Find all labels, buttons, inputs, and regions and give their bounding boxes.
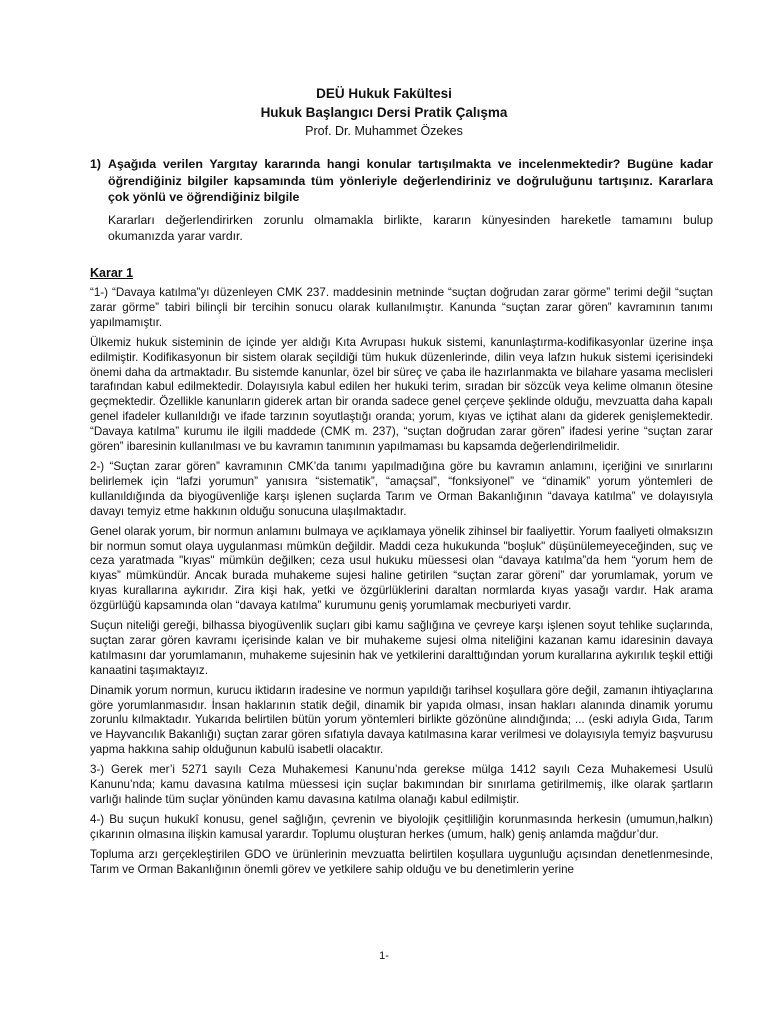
institution-title: DEÜ Hukuk Fakültesi [316,86,452,101]
course-title: Hukuk Başlangıcı Dersi Pratik Çalışma [260,105,508,120]
question-number: 1) [90,157,102,171]
decision-paragraph: Topluma arzı gerçekleştirilen GDO ve ürünlerinin mevzuatta belirtilen koşullara uygunluğu açısından denetlenmesinde, Tarım ve Orman Bakanlığının önemli görev ve yetkilere sahip olduğu ve bu denetimlerin yerine [90,847,713,876]
question-block [90,156,713,245]
decision-body [90,286,713,883]
question-text-block [90,156,713,206]
decision-paragraph: Suçun niteliği gereği, bilhassa biyogüvenlik suçları gibi kamu sağlığına ve çevreye karşı işlenen soyut tehlike suçlarında, suçtan zarar gören kavramı içerisinde kalan ve bir muhakeme sujesi olma niteliğini kazanan kamu idaresinin davaya katılmasını dar yorumlamanın, muhakeme sujesinin hak ve yetkilerini daralttığından yorum kurallarına aykırılık teşkil ettiği kanaatini taşımaktayız. [90,619,713,677]
decision-paragraph: 3-) Gerek mer’i 5271 sayılı Ceza Muhakemesi Kanunu’nda gerekse mülga 1412 sayılı Ceza Muhakemesi Usulü Kanunu’nda; kamu davasına katılma müessesi için suçlar bakımından bir sınırlama getirilmemiş, ilke olarak şartların varlığı halinde tüm suçlar yönünden kamu davasına katılma olanağı kabul edilmiştir. [90,763,713,806]
decision-paragraph: 4-) Bu suçun hukukî konusu, genel sağlığın, çevrenin ve biyolojik çeşitliliğin korunmasında herkesin (umumun,halkın) çıkarının olmasına ilişkin kamusal yarardır. Toplumu oluşturan herkes (umum, halk) geniş anlamda mağdur’dur. [90,812,713,841]
document-header [0,84,768,140]
decision-paragraph: Ülkemiz hukuk sisteminin de içinde yer aldığı Kıta Avrupası hukuk sistemi, kanunlaştırma-kodifikasyonlar üzerine inşa edilmiştir. Kodifikasyonun bir sistem olarak seçildiği tüm hukuk düzenlerinde, dilin veya lafzın hukuk sistemi içerisindeki önemi daha da artmaktadır. Bu sistemde kanunlar, özel bir süreç ve çaba ile hazırlanmakta ve bilahare yasama meclisleri tarafından kabul edilmektedir. Dolayısıyla kabul edilen her hukuki terim, sıradan bir sözcük veya kelime olmanın ötesine geçmektedir. Özellikle kanunların giderek artan bir oranda sadece genel çerçeve şeklinde olduğu, mevzuatta daha kapalı genel ifadeler kullanıldığı ve ifade tarzının soyutlaştığı oranda; yorum, kıyas ve içtihat alanı da giderek genişlemektedir. “Davaya katılma” kurumu ile ilgili maddede (CMK m. 237), “suçtan doğrudan zarar gören” ifadesi yerine “suçtan zarar gören” ibaresinin kullanılması ve bu kavramın tanımının yapılmaması bu kapsamda değerlendirilmelidir. [90,335,713,454]
decision-paragraph: “1-) “Davaya katılma”yı düzenleyen CMK 237. maddesinin metninde “suçtan doğrudan zarar görme” terimi değil “suçtan zarar görme” tabiri bilinçli bir tercihin sonucu olarak kullanılmıştır. Kanunda “suçtan zarar gören” kavramının tanımı yapılmamıştır. [90,286,713,329]
decision-paragraph: Genel olarak yorum, bir normun anlamını bulmaya ve açıklamaya yönelik zihinsel bir faaliyettir. Yorum faaliyeti olmaksızın bir normun somut olaya uygulanması mümkün değildir. Maddi ceza hukukunda "boşluk" düşünülemeyeceğinden, suç ve ceza yaratmada "kıyas" mümkün değilken; ceza usul hukuku müessesi olan “davaya katılma”da hem “yorum hem de kıyas” mümkündür. Ancak burada muhakeme sujesi haline getirilen “suçtan zarar göreni” dar yorumlamak, yorum ve kıyas kurallarına aykırıdır. Zira kişi hak, yetki ve özgürlüklerini daraltan normlarda kıyas yasağı vardır. Hak arama özgürlüğü kapsamında olan “davaya katılma” kurumunu geniş yorumlamak mecburiyeti vardır. [90,524,713,613]
page-number: 1- [379,950,389,962]
decision-title: Karar 1 [90,266,134,280]
author-name: Prof. Dr. Muhammet Özekes [305,124,463,138]
decision-paragraph: Dinamik yorum normun, kurucu iktidarın iradesine ve normun yapıldığı tarihsel koşullara göre değil, zamanın ihtiyaçlarına göre yorumlanmasıdır. İnsan haklarının statik değil, dinamik bir yapıda olması, insan hakları alanında dinamik yorumu zorunlu kılmaktadır. Yukarıda belirtilen bütün yorum yöntemleri birlikte gözönüne alındığında; ... (eski adıyla Gıda, Tarım ve Hayvancılık Bakanlığı) suçtan zarar gören sıfatıyla davaya katılmasına karar verilmesi ve dolayısıyla temyiz başvurusu yapma hakkına sahip olduğunun kabulü isabetli olacaktır. [90,683,713,757]
question-note: Kararları değerlendirirken zorunlu olmamakla birlikte, kararın künyesinden hareketle tamamını bulup okumanızda yarar vardır. [108,212,713,243]
question-text: Aşağıda verilen Yargıtay kararında hangi konular tartışılmakta ve incelenmektedir? Bugüne kadar öğrendiğiniz bilgiler kapsamında tüm yönleriyle değerlendiriniz ve doğruluğunu tartışınız. Kararlara çok yönlü ve öğrendiğiniz bilgile [108,157,713,204]
decision-paragraph: 2-) “Suçtan zarar gören” kavramının CMK’da tanımı yapılmadığına göre bu kavramın anlamını, içeriğini ve sınırlarını belirlemek için “lafzi yorumun” yanısıra “sistematik”, “amaçsal”, “fonksiyonel” ve “dinamik” yorum yöntemleri de kullanıldığında da biyogüvenliğe karşı işlenen suçlarda Tarım ve Orman Bakanlığının “davaya katılma” ve dolayısıyla davayı temyiz etme hakkının olduğu sonucuna ulaşılmaktadır. [90,459,713,518]
